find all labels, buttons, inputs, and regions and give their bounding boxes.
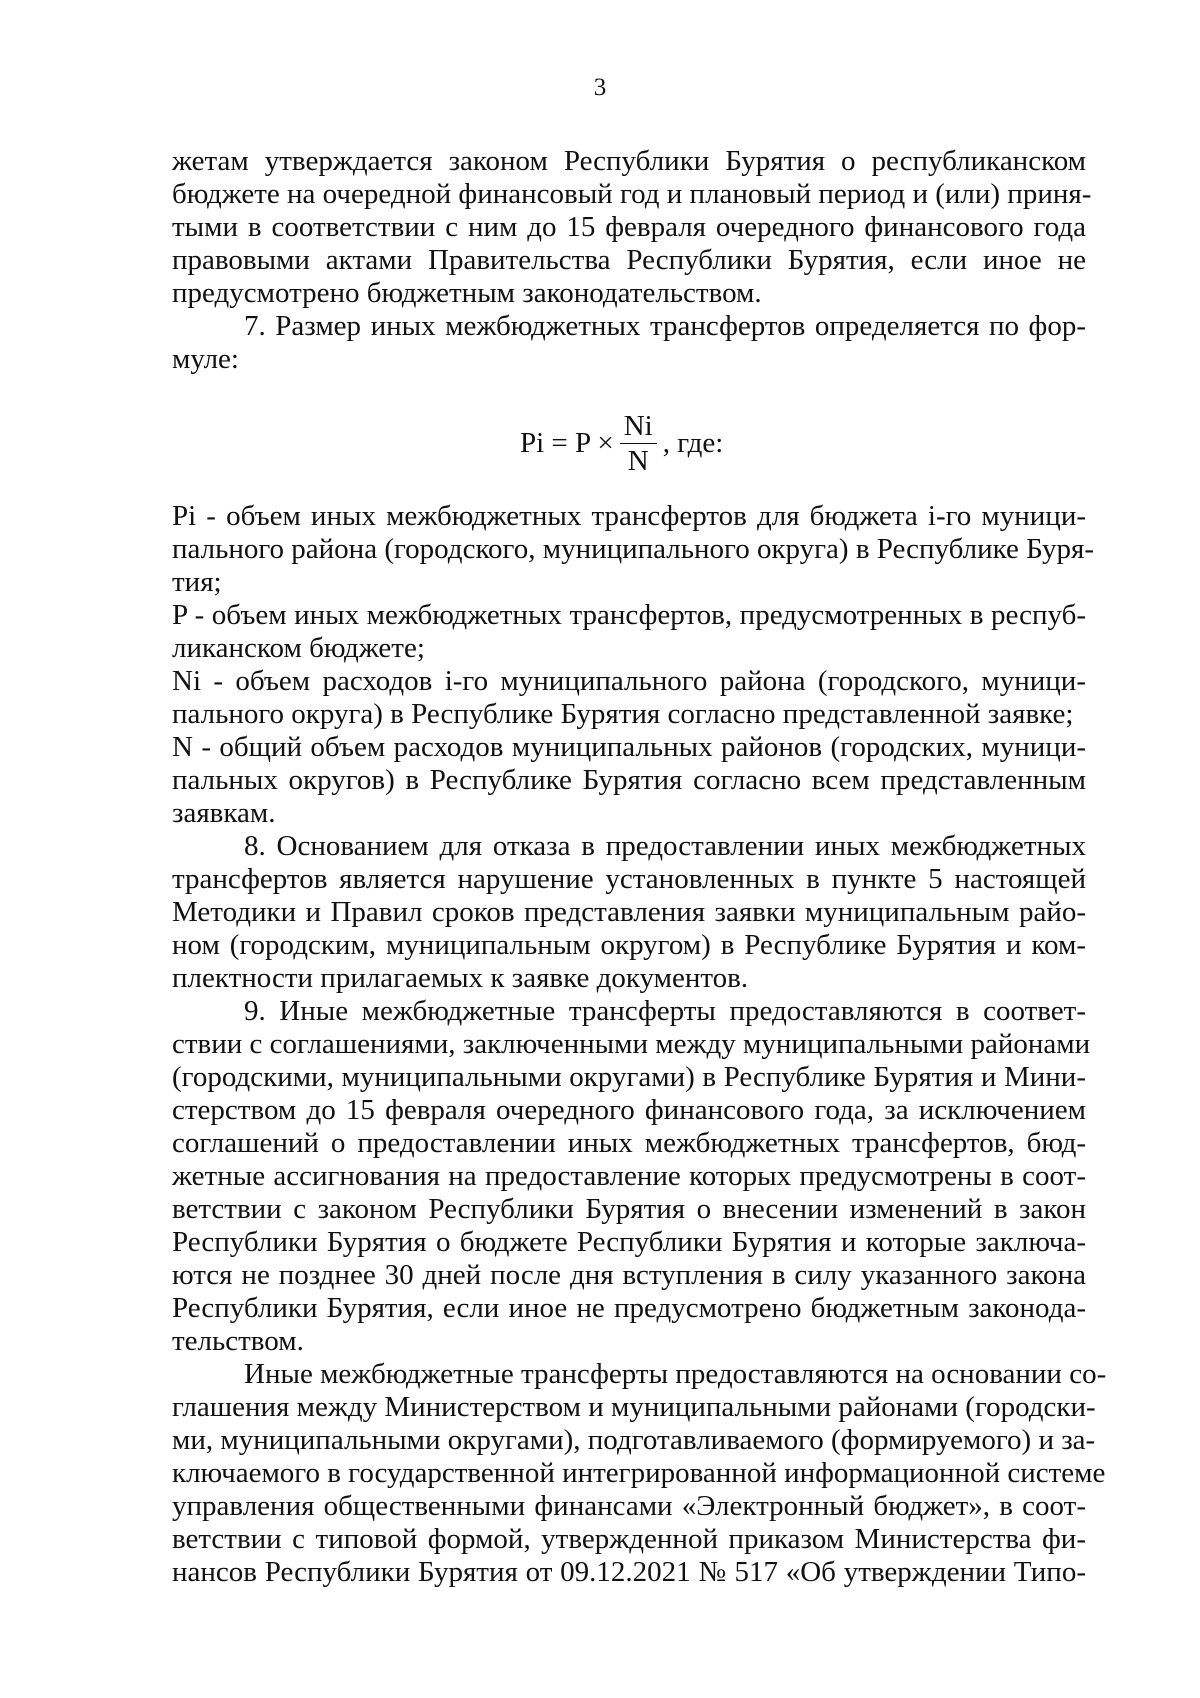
text-line: пального округа) в Республике Бурятия согласно представленной заявке;: [172, 698, 1074, 730]
text-line: тыми в соответствии с ним до 15 февраля очередного финансового года: [172, 211, 1086, 243]
text-line: тия;: [172, 566, 222, 598]
text-line: заявкам.: [172, 797, 276, 829]
text-line: ми, муниципальными округами), подготавливаемого (формируемого) и за-: [172, 1424, 1096, 1456]
formula-lhs: Pi = P ×: [520, 427, 614, 459]
text-line: соглашений о предоставлении иных межбюджетных трансфертов, бюд-: [172, 1127, 1086, 1159]
text-line: ключаемого в государственной интегрированной информационной системе: [172, 1457, 1106, 1489]
text-line: 7. Размер иных межбюджетных трансфертов определяется по фор-: [244, 310, 1086, 342]
text-line: муле:: [172, 343, 239, 375]
formula-denominator: N: [627, 445, 649, 477]
text-line: нансов Республики Бурятия от 09.12.2021 № 517 «Об утверждении Типо-: [172, 1556, 1086, 1588]
text-line: стерством до 15 февраля очередного финансового года, за исключением: [172, 1094, 1086, 1126]
text-line: правовыми актами Правительства Республики Бурятия, если иное не: [172, 244, 1086, 276]
text-line: ветствии с законом Республики Бурятия о внесении изменений в закон: [172, 1193, 1086, 1225]
text-line: N - общий объем расходов муниципальных районов (городских, муници-: [172, 731, 1086, 763]
text-line: 8. Основанием для отказа в предоставлении иных межбюджетных: [244, 830, 1086, 862]
text-line: Ni - объем расходов i-го муниципального района (городского, муници-: [172, 665, 1086, 697]
text-line: Pi - объем иных межбюджетных трансфертов для бюджета i-го муници-: [172, 500, 1086, 532]
text-line: 9. Иные межбюджетные трансферты предоставляются в соответ-: [244, 995, 1086, 1027]
text-line: Методики и Правил сроков представления заявки муниципальным райо-: [172, 896, 1086, 928]
page-number: 3: [593, 74, 607, 101]
text-block-main: [172, 500, 1107, 1589]
text-line: P - объем иных межбюджетных трансфертов, предусмотренных в респуб-: [172, 599, 1086, 631]
text-line: ном (городским, муниципальным округом) в Республике Бурятия и ком-: [172, 929, 1086, 961]
text-line: Республики Бурятия о бюджете Республики Бурятия и которые заключа-: [172, 1226, 1086, 1258]
text-line: ветствии с типовой формой, утвержденной приказом Министерства фи-: [172, 1523, 1086, 1555]
text-line: глашения между Министерством и муниципальными районами (городски-: [172, 1391, 1096, 1423]
text-line: бюджете на очередной финансовый год и плановый период и (или) приня-: [172, 178, 1092, 210]
text-line: управления общественными финансами «Электронный бюджет», в соот-: [172, 1490, 1086, 1522]
text-line: предусмотрено бюджетным законодательством.: [172, 277, 762, 309]
text-line: жетные ассигнования на предоставление которых предусмотрены в соот-: [172, 1160, 1086, 1192]
formula-suffix: , где:: [662, 427, 724, 459]
text-line: пальных округов) в Республике Бурятия согласно всем представленным: [172, 764, 1086, 796]
text-line: Республики Бурятия, если иное не предусмотрено бюджетным законода-: [172, 1292, 1086, 1324]
text-line: Иные межбюджетные трансферты предоставляются на основании со-: [244, 1358, 1107, 1390]
formula: [520, 409, 723, 478]
text-line: ликанском бюджете;: [172, 632, 425, 664]
text-line: трансфертов является нарушение установленных в пункте 5 настоящей: [172, 863, 1086, 895]
text-line: плектности прилагаемых к заявке документов.: [172, 962, 749, 994]
formula-numerator: Ni: [620, 409, 657, 444]
text-line: ствии с соглашениями, заключенными между муниципальными районами: [172, 1028, 1091, 1060]
text-line: (городскими, муниципальными округами) в Республике Бурятия и Мини-: [172, 1061, 1086, 1093]
text-line: ются не позднее 30 дней после дня вступления в силу указанного закона: [172, 1259, 1086, 1291]
text-line: жетам утверждается законом Республики Бурятия о республиканском: [172, 145, 1086, 177]
formula-fraction: [620, 409, 657, 478]
text-line: тельством.: [172, 1325, 304, 1357]
text-block-intro: [172, 145, 1092, 376]
text-line: пального района (городского, муниципального округа) в Республике Буря-: [172, 533, 1095, 565]
